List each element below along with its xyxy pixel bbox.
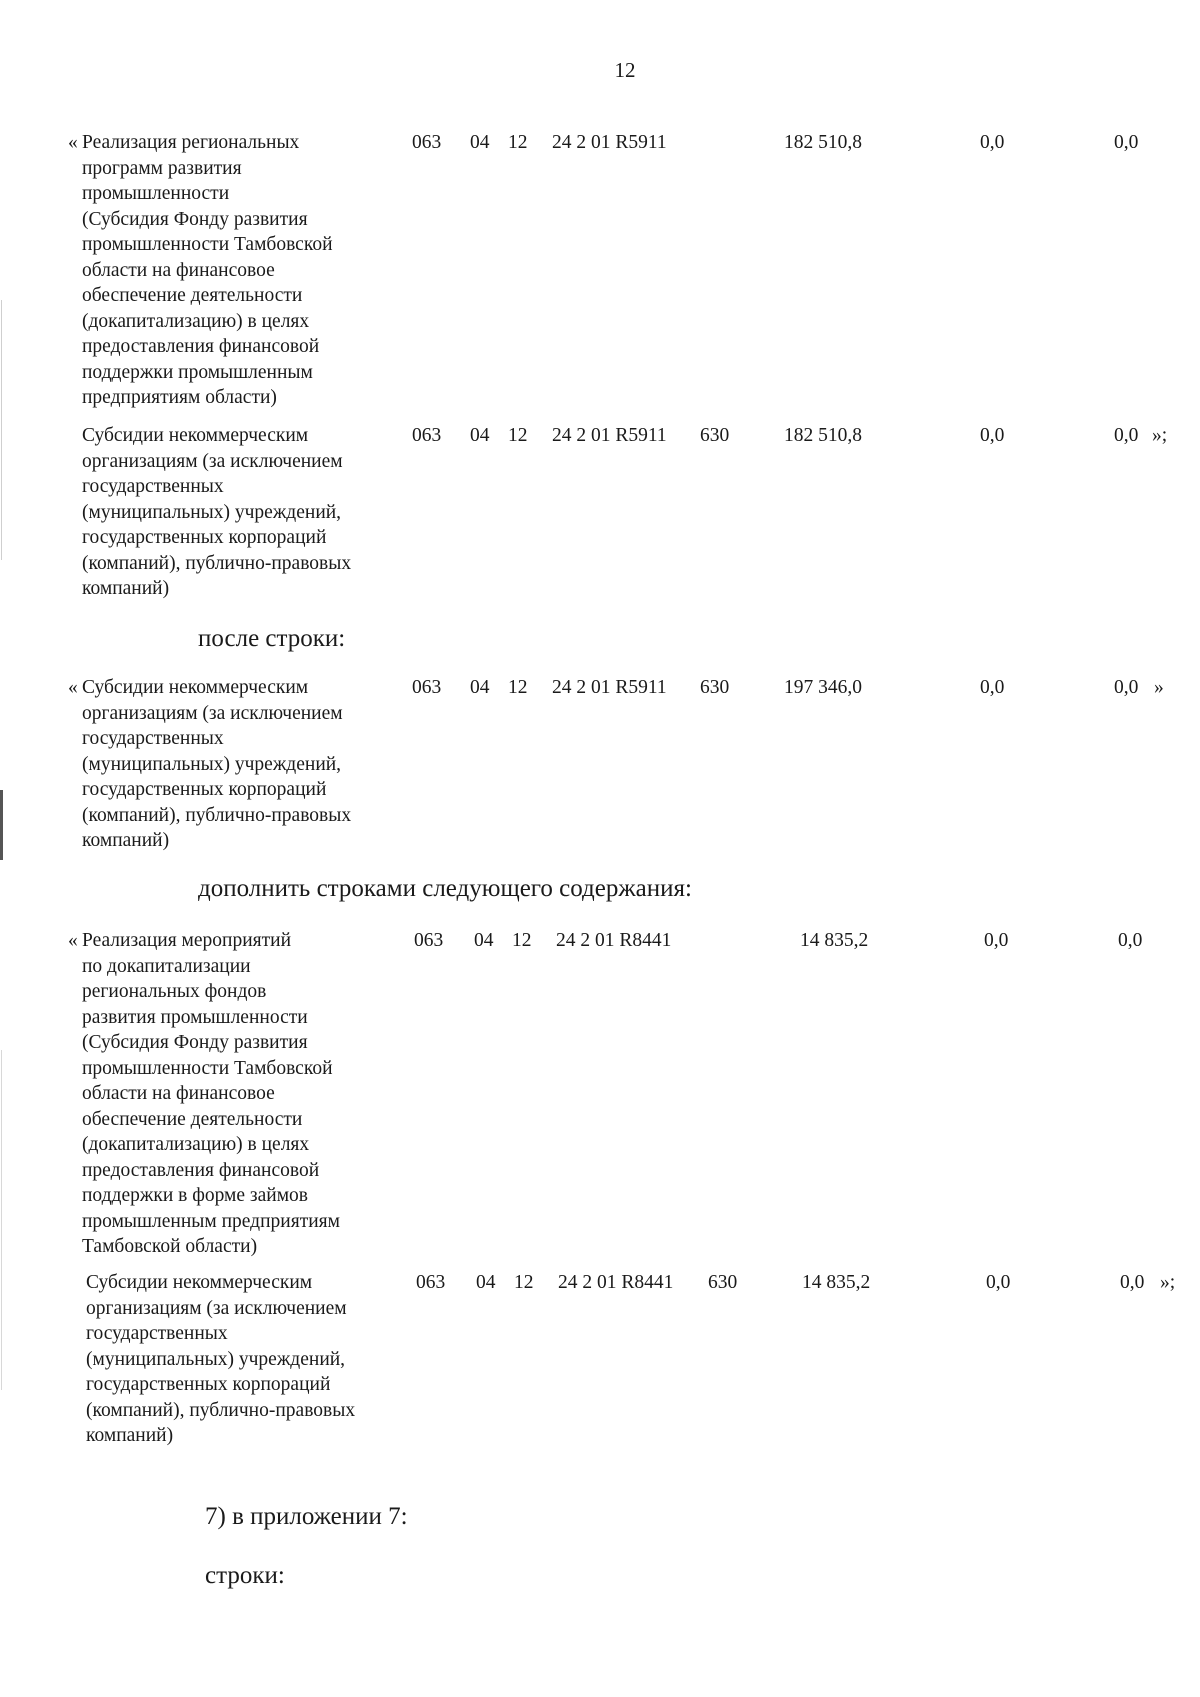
value-3: 0,0 [1120,1272,1145,1293]
target-article-code: 24 2 01 R5911 [552,677,667,698]
row-name: Субсидии некоммерческим организациям (за исключением государственных (муниципальных) учреждений, государственных корпораций (компаний), публично-правовых компаний) [82,677,352,851]
section-appendix: 7) в приложении 7: [205,1503,408,1530]
section-append-rows: дополнить строками следующего содержания: [198,875,692,902]
subsection-code: 12 [512,930,532,951]
value-1: 182 510,8 [784,132,862,153]
expense-type-code: 630 [700,425,730,446]
expense-type-code: 630 [700,677,730,698]
value-3: 0,0 [1118,930,1143,951]
expense-type-code: 630 [708,1272,738,1293]
target-article-code: 24 2 01 R8441 [556,930,672,951]
value-2: 0,0 [984,930,1009,951]
value-2: 0,0 [980,132,1005,153]
grbs-code: 063 [414,930,444,951]
quote-open: « [68,930,78,951]
quote-close: »; [1152,425,1168,446]
value-2: 0,0 [980,677,1005,698]
row-name: Реализация мероприятий по докапитализации региональных фондов развития промышленности (Субсидия Фонду развития промышленности Тамбовской области на финансовое обеспечение деятельности (докапитализацию) в целях предоставления финансовой поддержки в форме займов промышленным предприятиям Тамбовской области) [82,930,340,1257]
row-name: Субсидии некоммерческим организациям (за исключением государственных (муниципальных) учреждений, государственных корпораций (компаний), публично-правовых компаний) [82,425,352,599]
target-article-code: 24 2 01 R5911 [552,132,667,153]
value-2: 0,0 [980,425,1005,446]
section-rows-label: строки: [205,1562,285,1589]
grbs-code: 063 [416,1272,446,1293]
section-code: 04 [476,1272,496,1293]
value-3: 0,0 [1114,132,1139,153]
row-name: Реализация региональных программ развития промышленности (Субсидия Фонду развития промышленности Тамбовской области на финансовое обеспечение деятельности (докапитализацию) в целях предоставления финансовой поддержки промышленным предприятиям области) [82,132,333,408]
scan-edge-mark [1,300,2,560]
value-1: 197 346,0 [784,677,862,698]
value-1: 14 835,2 [800,930,869,951]
quote-open: « [68,132,78,153]
section-code: 04 [470,425,490,446]
value-1: 14 835,2 [802,1272,871,1293]
grbs-code: 063 [412,132,442,153]
subsection-code: 12 [508,677,528,698]
section-code: 04 [470,132,490,153]
quote-open: « [68,677,78,698]
subsection-code: 12 [514,1272,534,1293]
grbs-code: 063 [412,677,442,698]
value-3: 0,0 [1114,677,1139,698]
target-article-code: 24 2 01 R5911 [552,425,667,446]
section-code: 04 [474,930,494,951]
quote-close: » [1154,677,1164,698]
section-after-row: после строки: [198,625,346,652]
value-3: 0,0 [1114,425,1139,446]
page-number: 12 [614,58,636,82]
quote-close: »; [1160,1272,1176,1293]
scan-edge-mark [0,790,3,860]
subsection-code: 12 [508,132,528,153]
row-name: Субсидии некоммерческим организациям (за исключением государственных (муниципальных) учреждений, государственных корпораций (компаний), публично-правовых компаний) [86,1272,356,1446]
target-article-code: 24 2 01 R8441 [558,1272,674,1293]
value-2: 0,0 [986,1272,1011,1293]
section-code: 04 [470,677,490,698]
subsection-code: 12 [508,425,528,446]
value-1: 182 510,8 [784,425,862,446]
grbs-code: 063 [412,425,442,446]
scan-edge-mark [1,1050,2,1390]
